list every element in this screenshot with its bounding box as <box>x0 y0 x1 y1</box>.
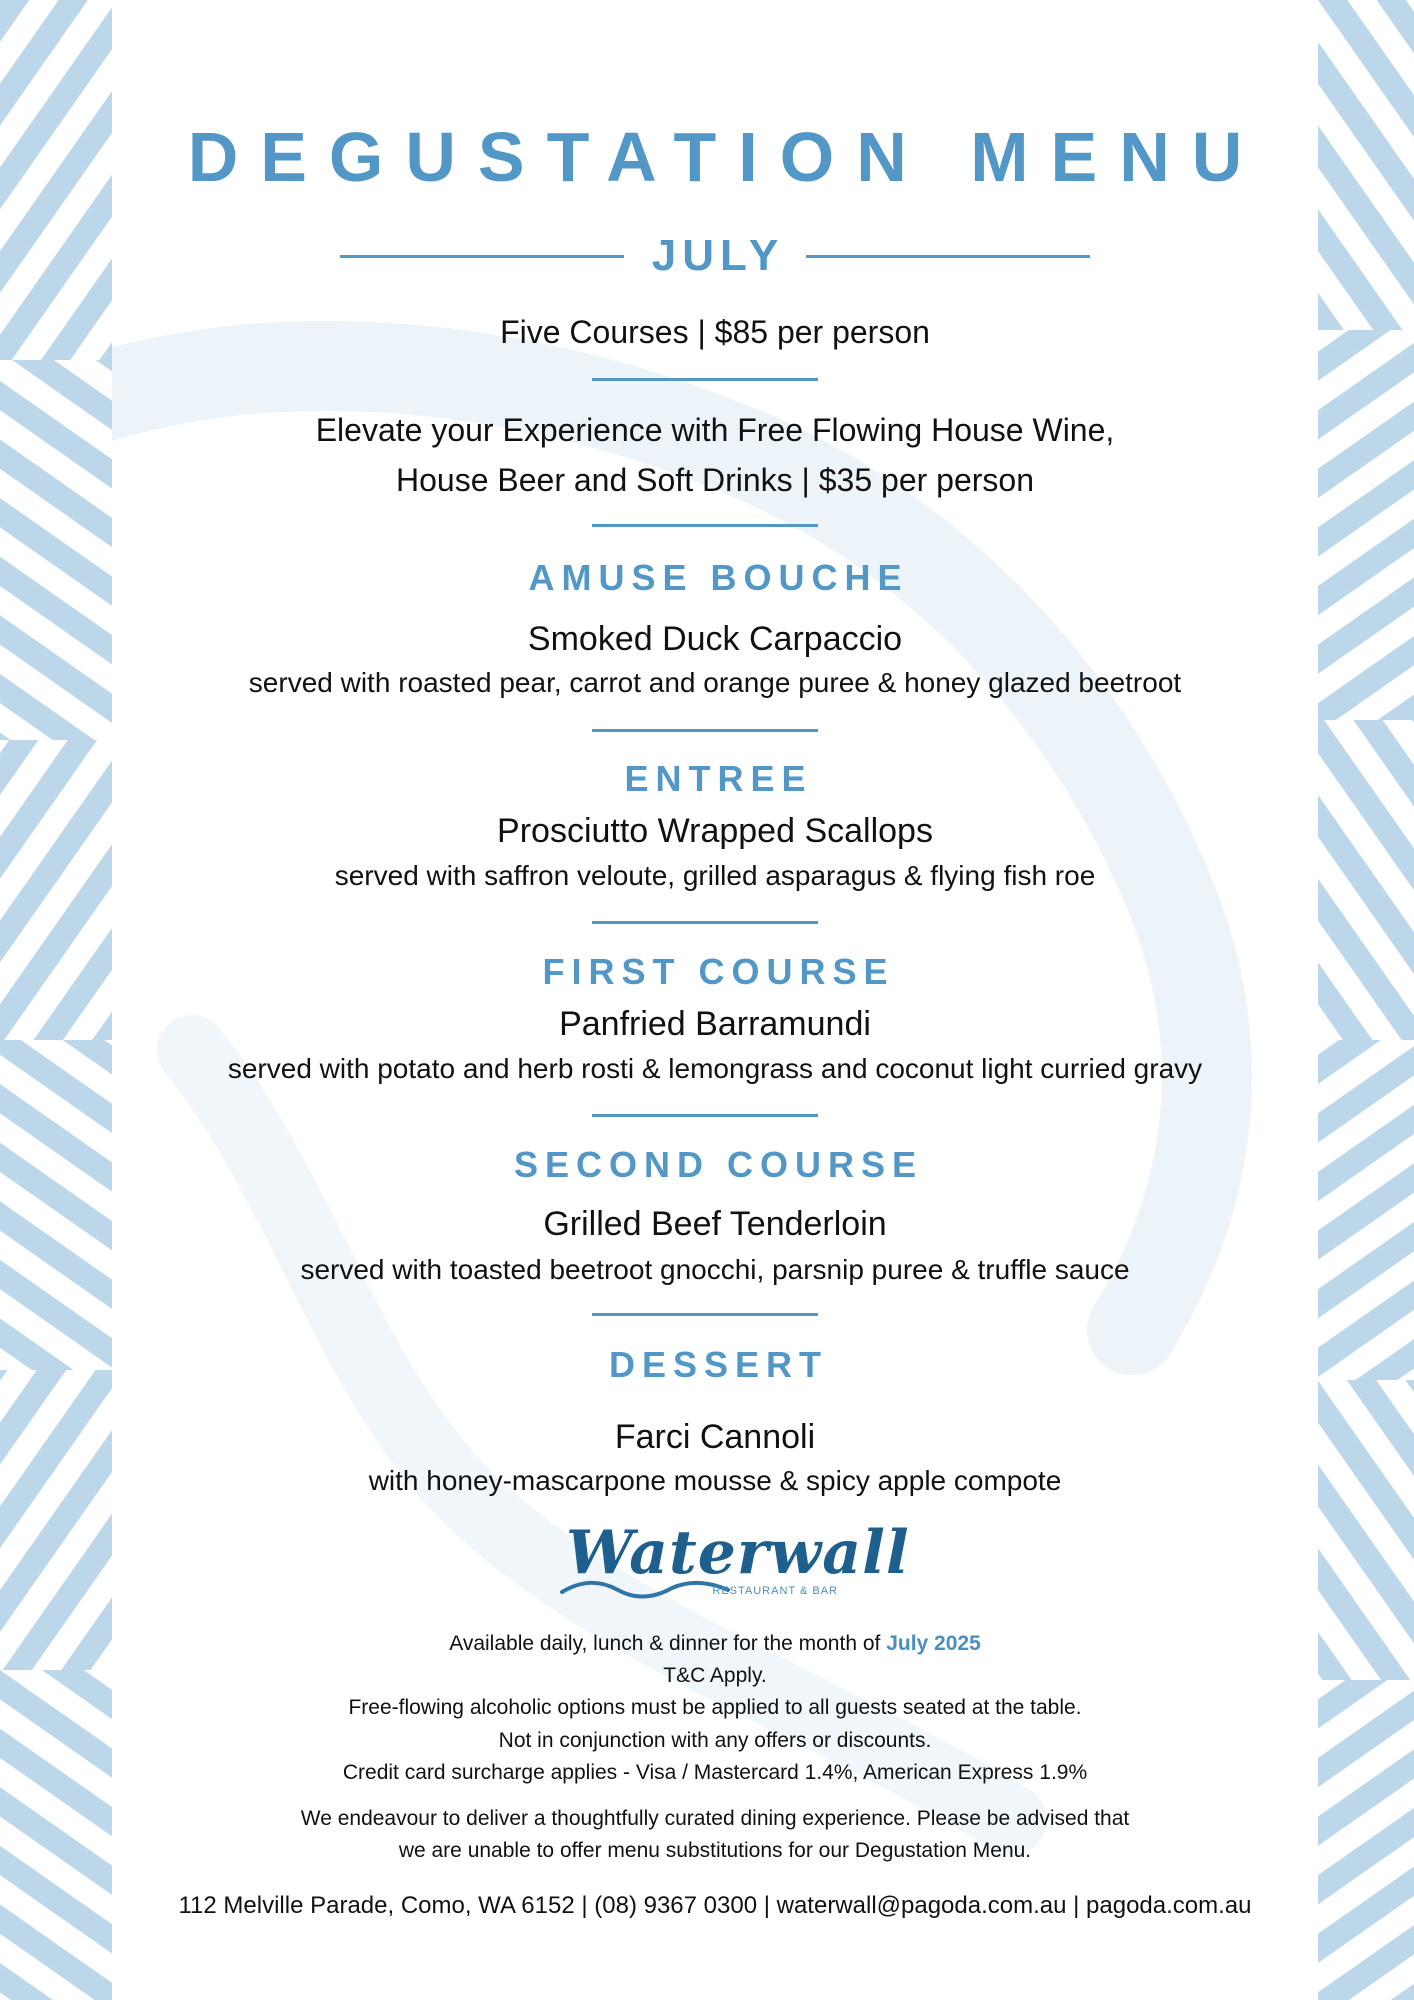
contact-footer: 112 Melville Parade, Como, WA 6152 | (08) 9367 0300 | waterwall@pagoda.com.au | pagoda.com.au <box>178 1892 1252 1919</box>
course-heading-dessert: DESSERT <box>608 1344 829 1385</box>
dish-description: with honey-mascarpone mousse & spicy apple compote <box>368 1465 1062 1496</box>
divider <box>592 729 818 732</box>
right-pattern-border <box>1318 0 1414 2000</box>
dish-description: served with toasted beetroot gnocchi, parsnip puree & truffle sauce <box>300 1254 1130 1285</box>
month-label: JULY <box>651 231 785 280</box>
upgrade-line-2: House Beer and Soft Drinks | $35 per person <box>396 462 1034 498</box>
divider <box>592 921 818 924</box>
divider <box>592 1114 818 1117</box>
offers-terms-line: Not in conjunction with any offers or discounts. <box>498 1729 932 1752</box>
course-heading-entree: ENTREE <box>624 758 813 799</box>
logo-tagline: RESTAURANT & BAR <box>712 1585 838 1597</box>
availability-text: Available daily, lunch & dinner for the month of <box>449 1632 881 1655</box>
alcohol-terms-line: Free-flowing alcoholic options must be applied to all guests seated at the table. <box>348 1696 1082 1719</box>
page-title: DEGUSTATION MENU <box>187 118 1265 196</box>
dish-name: Panfried Barramundi <box>559 1005 871 1043</box>
notice-line-1: We endeavour to deliver a thoughtfully curated dining experience. Please be advised that <box>300 1807 1130 1830</box>
divider <box>592 524 818 527</box>
dish-description: served with saffron veloute, grilled asparagus & flying fish roe <box>334 860 1096 891</box>
stripe-pattern-left <box>0 0 112 2000</box>
course-heading-amuse-bouche: AMUSE BOUCHE <box>528 557 909 598</box>
dish-name: Grilled Beef Tenderloin <box>543 1205 887 1243</box>
divider <box>592 378 818 381</box>
price-line: Five Courses | $85 per person <box>500 314 930 350</box>
tc-line: T&C Apply. <box>663 1664 767 1687</box>
logo-wordmark: Waterwall <box>566 1518 910 1588</box>
dish-name: Smoked Duck Carpaccio <box>527 620 903 658</box>
divider <box>592 1313 818 1316</box>
dish-description: served with potato and herb rosti & lemongrass and coconut light curried gravy <box>227 1053 1203 1084</box>
notice-line-2: we are unable to offer menu substitutions for our Degustation Menu. <box>398 1839 1032 1862</box>
upgrade-line-1: Elevate your Experience with Free Flowing House Wine, <box>315 412 1115 448</box>
month-rule-right <box>806 255 1090 258</box>
dish-name: Prosciutto Wrapped Scallops <box>497 812 933 850</box>
dish-name: Farci Cannoli <box>614 1418 816 1456</box>
availability-line <box>112 1628 1318 1660</box>
stripe-pattern-right <box>1318 0 1414 2000</box>
left-pattern-border <box>0 0 112 2000</box>
availability-month: July 2025 <box>886 1632 981 1655</box>
course-heading-second-course: SECOND COURSE <box>513 1144 924 1185</box>
waterwall-logo <box>560 1518 910 1608</box>
month-header <box>112 228 1318 284</box>
menu-content <box>112 0 1318 2000</box>
surcharge-terms-line: Credit card surcharge applies - Visa / Mastercard 1.4%, American Express 1.9% <box>342 1761 1088 1784</box>
dish-description: served with roasted pear, carrot and orange puree & honey glazed beetroot <box>248 667 1182 698</box>
course-heading-first-course: FIRST COURSE <box>542 951 895 992</box>
